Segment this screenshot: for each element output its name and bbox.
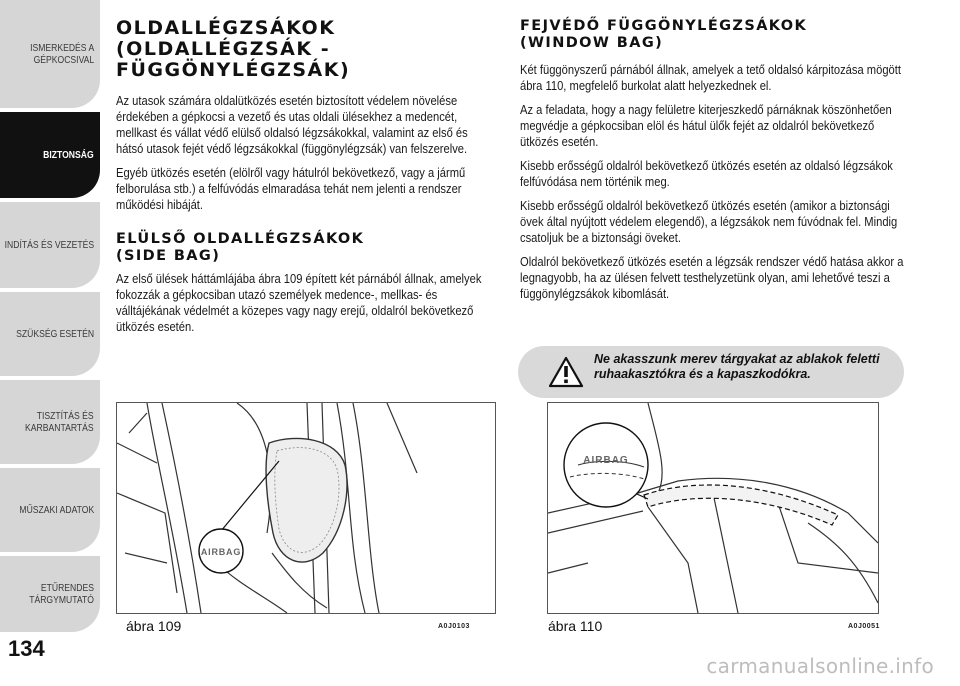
tab-label: ISMERKEDÉS A GÉPKOCSIVAL (29, 42, 94, 66)
warning-box (518, 346, 904, 398)
warning-text: Ne akasszunk merev tárgyakat az ablakok feletti ruhaakasztókra és a kapaszkodókra. (594, 352, 880, 381)
section-title: OLDALLÉGZSÁKOK (OLDALLÉGZSÁK - FÜGGÖNYLÉGZSÁK) (116, 17, 351, 81)
airbag-label: AIRBAG (200, 547, 242, 557)
paragraph: Két függönyszerű párnából állnak, amelyek a tető oldalsó kárpitozása mögött ábra 110, megfelelő burkolat alatt helyezkednek el. (520, 62, 901, 93)
paragraph: Az a feladata, hogy a nagy felületre kiterjeszkedő párnáknak köszönhetően megvédje a gépkocsiban elöl és hátul ülők fejét az oldalról bekövetkező ütközés esetén. (520, 102, 892, 149)
right-column (520, 18, 912, 310)
warning-triangle-icon (548, 356, 584, 388)
subsection-title: ELÜLSŐ OLDALLÉGZSÁKOK (SIDE BAG) (116, 231, 365, 264)
tab-tisztitas-es-karbantartas[interactable] (0, 380, 100, 464)
tab-ismerkedes[interactable] (0, 0, 100, 108)
paragraph: Egyéb ütközés esetén (elölről vagy hátulról bekövetkező, vagy a jármű felborulása stb.) a felfúvódás elmaradása tehát nem jelenti a rendszer működési hibáját. (116, 165, 466, 212)
tab-label: TISZTÍTÁS ÉS KARBANTARTÁS (25, 410, 94, 434)
section-title: FEJVÉDŐ FÜGGÖNYLÉGZSÁKOK (WINDOW BAG) (520, 18, 808, 51)
figure-caption: ábra 109 (126, 618, 182, 634)
side-airbag-illustration (117, 403, 495, 613)
watermark: carmanualsonline.info (706, 654, 934, 678)
tab-muszaki-adatok[interactable] (0, 468, 100, 552)
airbag-label: AIRBAG (583, 455, 629, 466)
figure-code: A0J0051 (848, 623, 880, 630)
paragraph: Kisebb erősségű oldalról bekövetkező ütközés esetén az oldalsó légzsákok felfúvódása nem történik meg. (520, 158, 893, 189)
figure-code: A0J0103 (438, 623, 470, 630)
tab-label: SZÜKSÉG ESETÉN (16, 328, 94, 340)
figure-caption: ábra 110 (548, 618, 603, 634)
figure-110 (547, 402, 879, 614)
tab-label: MŰSZAKI ADATOK (19, 504, 94, 516)
page-number: 134 (8, 636, 45, 661)
tab-biztonsag[interactable] (0, 112, 100, 198)
figure-109 (116, 402, 496, 614)
paragraph: Oldalról bekövetkező ütközés esetén a légzsák rendszer védő hatása akkor a legnagyobb, ha az ülésen felvett testhelyzetünk olyan, ami lehetővé teszi a függönylégzsákok kibomlását. (520, 254, 904, 301)
paragraph: Az első ülések háttámlájába ábra 109 épített két párnából állnak, amelyek fokozzák a gépkocsiban utazó személyek medence-, mellkas- és válltájékának védelmét a közepes vagy nagy erejű, oldalról bekövetkező ütközés esetén. (116, 271, 482, 334)
tab-label: INDÍTÁS ÉS VEZETÉS (4, 239, 94, 251)
paragraph: Az utasok számára oldalütközés esetén biztosított védelem növelése érdekében a gépkocsi a vezető és utas oldali ülésekhez a medencét, mellkast és vállat védő elülső oldalsó légzsákokkal, valamint az első és hátsó utasok fejét védő légzsákokkal (függönylégzsák) van felszerelve. (116, 93, 468, 156)
tab-szukseg-eseten[interactable] (0, 292, 100, 376)
tab-label: ETŰRENDES TÁRGYMUTATÓ (29, 582, 94, 606)
window-airbag-illustration (548, 403, 878, 613)
paragraph: Kisebb erősségű oldalról bekövetkező ütközés esetén (amikor a biztonsági övek által nyújtott védelem elegendő), a légzsákok nem fúvódnak fel. Mindig csatoljuk be a biztonsági öveket. (520, 198, 898, 245)
left-column (116, 18, 498, 343)
tab-targymutato[interactable] (0, 556, 100, 632)
tab-label: BIZTONSÁG (43, 149, 94, 161)
tab-inditas-es-vezetes[interactable] (0, 202, 100, 288)
